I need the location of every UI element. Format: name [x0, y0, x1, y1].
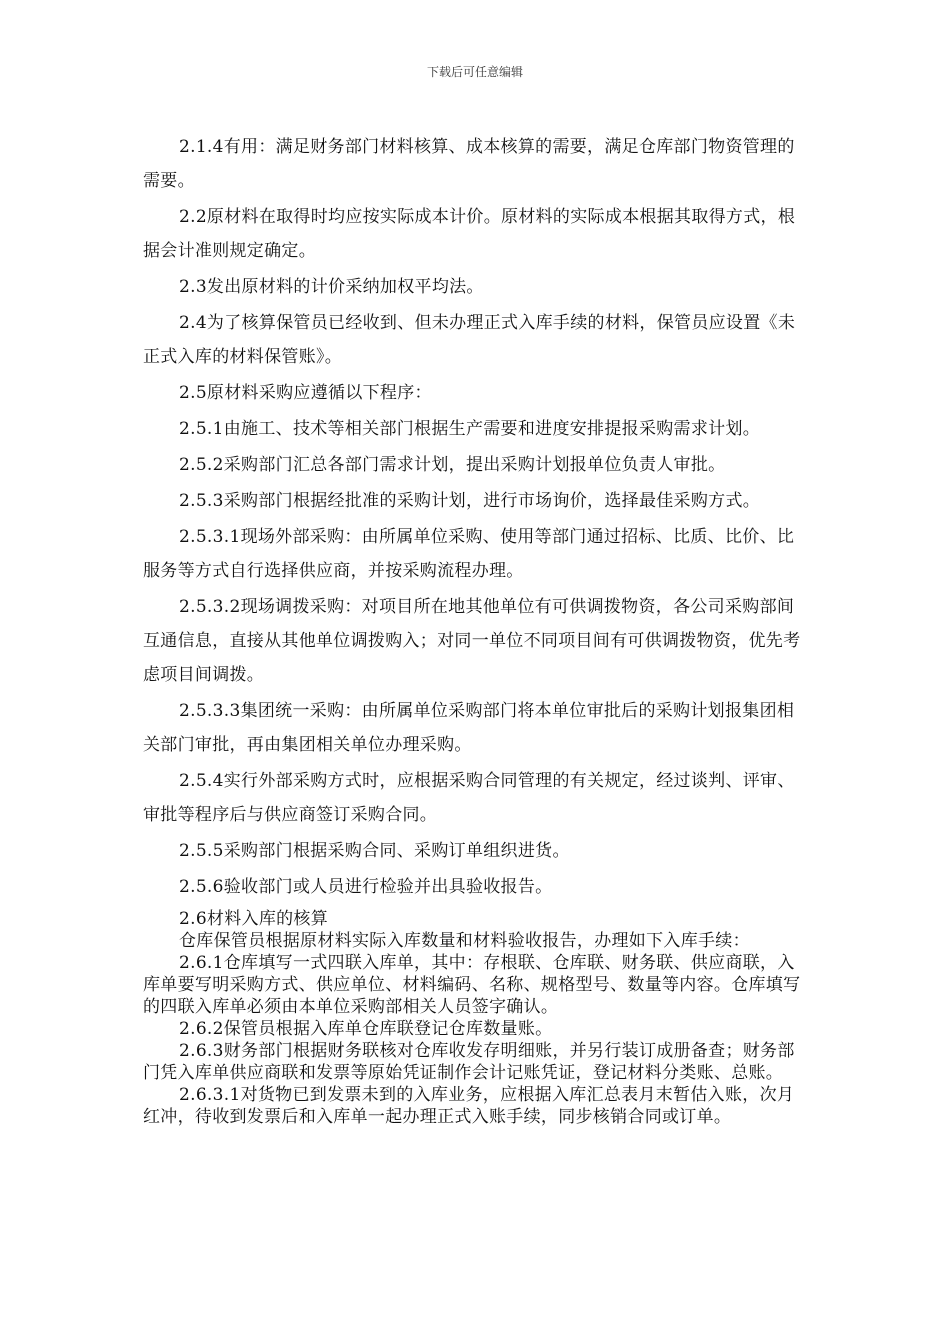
- paragraph: 2.1.4有用：满足财务部门材料核算、成本核算的需要，满足仓库部门物资管理的需要。: [143, 137, 795, 191]
- paragraph: 2.4为了核算保管员已经收到、但未办理正式入库手续的材料，保管员应设置《未正式入库的材料保管账》。: [143, 313, 796, 367]
- paragraph: 2.5原材料采购应遵循以下程序：: [179, 383, 432, 403]
- section-heading: 2.6材料入库的核算: [179, 909, 329, 929]
- paragraph: 2.5.3采购部门根据经批准的采购计划，进行市场询价，选择最佳采购方式。: [179, 491, 761, 511]
- paragraph: 2.2原材料在取得时均应按实际成本计价。原材料的实际成本根据其取得方式，根据会计准则规定确定。: [143, 207, 796, 261]
- document-body: [143, 130, 810, 1128]
- paragraph: 2.3发出原材料的计价采纳加权平均法。: [179, 277, 484, 297]
- paragraph: 2.6.3财务部门根据财务联核对仓库收发存明细账，并另行装订成册备查；财务部门凭入库单供应商联和发票等原始凭证制作会计记账凭证，登记材料分类账、总账。: [143, 1041, 795, 1083]
- paragraph: 2.5.6验收部门或人员进行检验并出具验收报告。: [179, 877, 553, 897]
- paragraph: 2.5.5采购部门根据采购合同、采购订单组织进货。: [179, 841, 570, 861]
- paragraph: 2.5.2采购部门汇总各部门需求计划，提出采购计划报单位负责人审批。: [179, 455, 726, 475]
- paragraph: 2.6.1仓库填写一式四联入库单，其中：存根联、仓库联、财务联、供应商联，入库单要写明采购方式、供应单位、材料编码、名称、规格型号、数量等内容。仓库填写的四联入库单必须由本单位采购部相关人员签字确认。: [143, 953, 801, 1017]
- paragraph: 2.5.4实行外部采购方式时，应根据采购合同管理的有关规定，经过谈判、评审、审批等程序后与供应商签订采购合同。: [143, 771, 795, 825]
- paragraph: 2.5.3.2现场调拨采购：对项目所在地其他单位有可供调拨物资，各公司采购部间互通信息，直接从其他单位调拨购入；对同一单位不同项目间有可供调拨物资，优先考虑项目间调拨。: [143, 597, 801, 685]
- paragraph: 2.6.2保管员根据入库单仓库联登记仓库数量账。: [179, 1019, 553, 1039]
- paragraph: 仓库保管员根据原材料实际入库数量和材料验收报告，办理如下入库手续：: [179, 931, 750, 951]
- paragraph: 2.5.3.1现场外部采购：由所属单位采购、使用等部门通过招标、比质、比价、比服务等方式自行选择供应商，并按采购流程办理。: [143, 527, 795, 581]
- paragraph: 2.5.3.3集团统一采购：由所属单位采购部门将本单位审批后的采购计划报集团相关部门审批，再由集团相关单位办理采购。: [143, 701, 795, 755]
- page-header: 下载后可任意编辑: [426, 65, 523, 79]
- paragraph: 2.5.1由施工、技术等相关部门根据生产需要和进度安排提报采购需求计划。: [179, 419, 761, 439]
- paragraph: 2.6.3.1对货物已到发票未到的入库业务，应根据入库汇总表月末暂估入账，次月红冲，待收到发票后和入库单一起办理正式入账手续，同步核销合同或订单。: [143, 1085, 795, 1127]
